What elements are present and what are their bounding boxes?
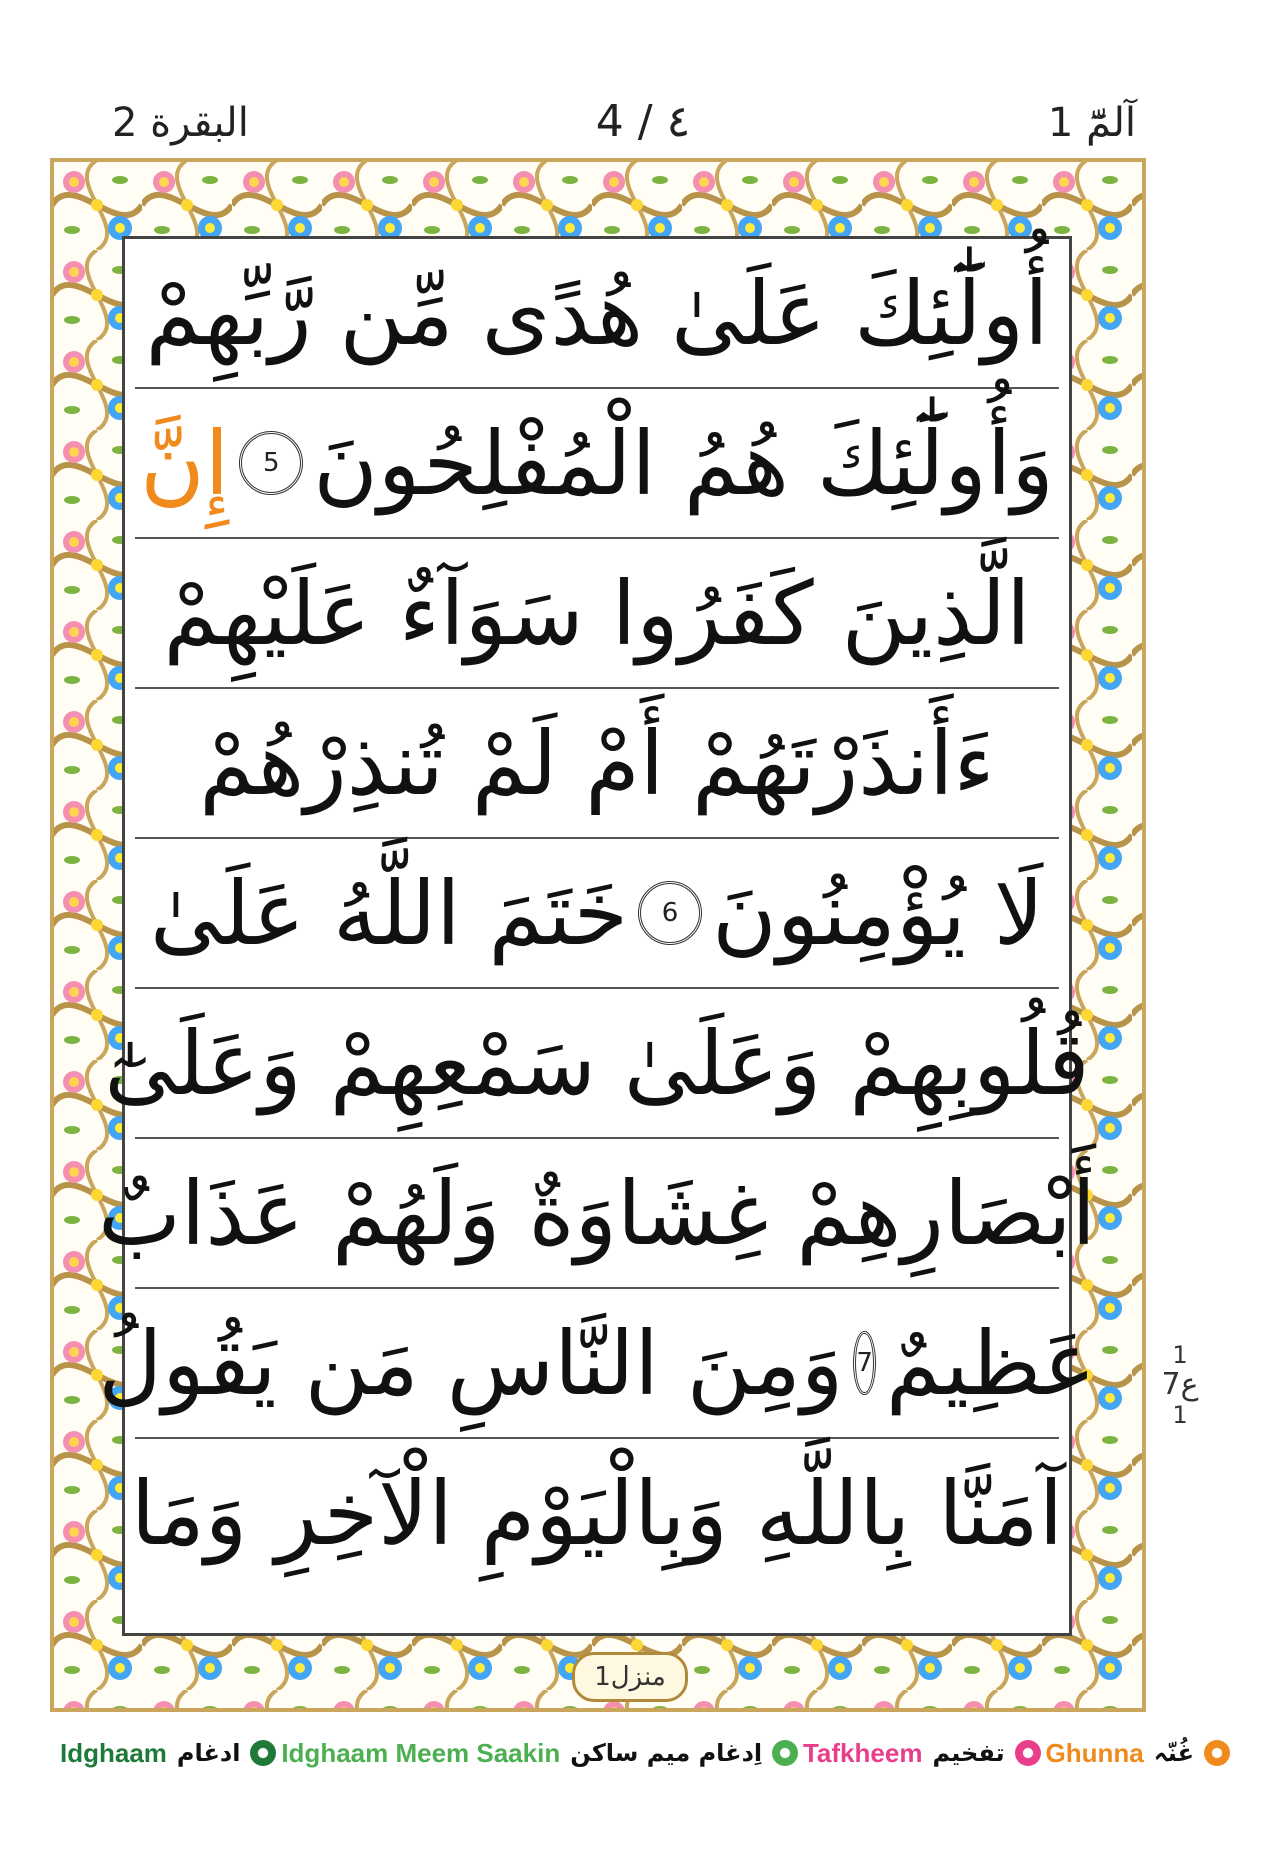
legend-label-ar: غُنّہ [1153, 1739, 1194, 1767]
verse-text: وَمِنَ النَّاسِ مَن يَقُولُ [98, 1311, 844, 1415]
ayah-number-7: 7 [853, 1331, 876, 1395]
quran-text-panel [98, 236, 1096, 1636]
verse-line: أَبْصَارِهِمْ غِشَاوَةٌ وَلَهُمْ عَذَابٌ [135, 1139, 1059, 1289]
verse-text: إِنَّ [140, 411, 230, 515]
flower-icon [250, 1740, 276, 1766]
ruku-marker [1160, 1340, 1200, 1430]
page-number: 4 / ٤ [595, 96, 691, 147]
verse-line: أُولَٰٓئِكَ عَلَىٰ هُدًى مِّن رَّبِّهِمْ [135, 239, 1059, 389]
ruku-mid: ع7 [1161, 1367, 1199, 1402]
legend-label-ar: اِدغام میم ساکن [570, 1739, 763, 1767]
ayah-number-5: 5 [239, 431, 303, 495]
decorative-border [52, 160, 1144, 1710]
legend-label-en: Idghaam [60, 1737, 167, 1768]
verse-line [135, 839, 1059, 989]
legend-label-en: Tafkheem [802, 1737, 923, 1768]
legend-label-en: Idghaam Meem Saakin [281, 1737, 561, 1768]
verse-line: قُلُوبِهِمْ وَعَلَىٰ سَمْعِهِمْ وَعَلَىٰٓ [135, 989, 1059, 1139]
ruku-top: 1 [1172, 1341, 1188, 1369]
verse-text: لَا يُؤْمِنُونَ [712, 861, 1044, 965]
flower-icon [772, 1740, 798, 1766]
verse-text: خَتَمَ اللَّهُ عَلَىٰ [150, 861, 629, 965]
flower-icon [1204, 1740, 1230, 1766]
legend-item-idghaam [60, 1738, 276, 1769]
legend-item-ghunna [1046, 1738, 1230, 1769]
ayah-number-6: 6 [638, 881, 702, 945]
ruku-bottom: 1 [1172, 1401, 1188, 1429]
legend-item-tafkheem [803, 1738, 1041, 1769]
verse-text: عَظِيمٌ [885, 1311, 1096, 1415]
tajweed-legend [60, 1733, 1230, 1773]
juz-name: آلمّٓ 1 [1047, 100, 1136, 146]
legend-label-en: Ghunna [1045, 1737, 1144, 1768]
verse-line: الَّذِينَ كَفَرُوا سَوَآءٌ عَلَيْهِمْ [135, 539, 1059, 689]
surah-name: البقرة 2 [112, 100, 249, 146]
verse-text: وَأُولَٰٓئِكَ هُمُ الْمُفْلِحُونَ [313, 411, 1054, 515]
verse-line [98, 1289, 1096, 1439]
verse-line: ءَأَنذَرْتَهُمْ أَمْ لَمْ تُنذِرْهُمْ [135, 689, 1059, 839]
flower-icon [1015, 1740, 1041, 1766]
manzil-badge: منزل1 [572, 1652, 688, 1702]
verse-line: آمَنَّا بِاللَّهِ وَبِالْيَوْمِ الْآخِرِ وَمَا [130, 1461, 1064, 1565]
verse-line [135, 389, 1059, 539]
legend-label-ar: ادغام [176, 1739, 241, 1767]
legend-item-idghaam-meem-saakin [281, 1738, 798, 1769]
legend-label-ar: تفخیم [932, 1739, 1005, 1767]
